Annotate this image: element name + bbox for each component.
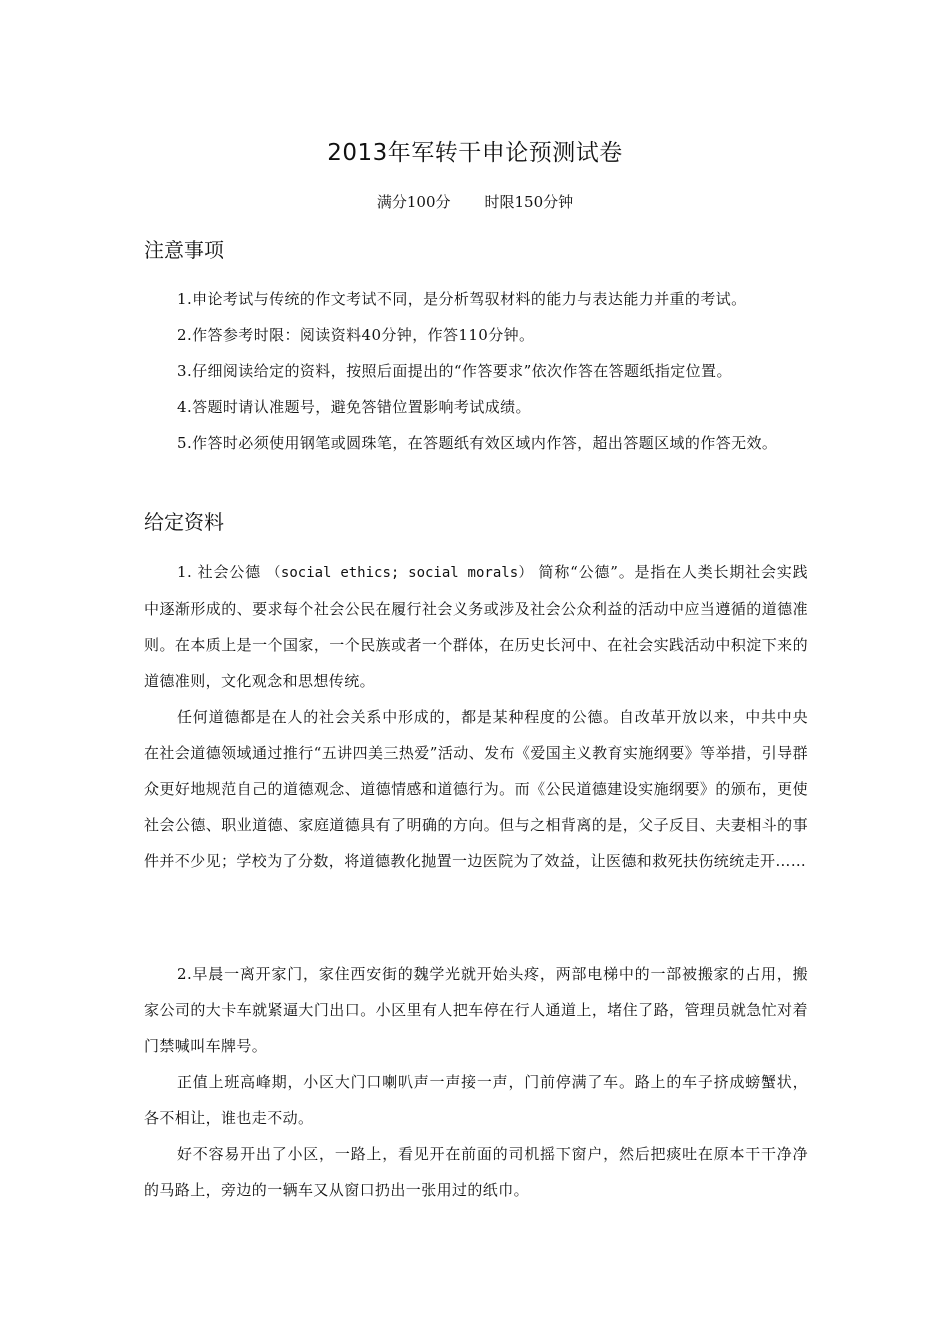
material-1-paragraph-1	[144, 554, 808, 699]
note-item: 2.作答参考时限：阅读资料40分钟，作答110分钟。	[177, 326, 535, 344]
material-1-lead: 1. 社会公德	[177, 563, 267, 581]
material-2	[144, 956, 808, 1208]
note-item: 3.仔细阅读给定的资料，按照后面提出的“作答要求”依次作答在答题纸指定位置。	[177, 362, 732, 380]
materials-heading: 给定资料	[144, 510, 224, 534]
material-1-paragraph-2: 任何道德都是在人的社会关系中形成的，都是某种程度的公德。自改革开放以来，中共中央在社会道德领域通过推行“五讲四美三热爱”活动、发布《爱国主义教育实施纲要》等举措，引导群众更好地规范自己的道德观念、道德情感和道德行为。而《公民道德建设实施纲要》的颁布，更使社会公德、职业道德、家庭道德具有了明确的方向。但与之相背离的是，父子反目、夫妻相斗的事件并不少见；学校为了分数，将道德教化抛置一边医院为了效益，让医德和救死扶伤统统走开……	[144, 708, 808, 870]
note-item: 4.答题时请认准题号，避免答错位置影响考试成绩。	[177, 398, 531, 416]
notes-heading: 注意事项	[144, 238, 224, 262]
document-title: 2013年军转干申论预测试卷	[327, 140, 623, 166]
material-2-paragraph-1: 2.早晨一离开家门，家住西安街的魏学光就开始头疼，两部电梯中的一部被搬家的占用，搬家公司的大卡车就紧逼大门出口。小区里有人把车停在行人通道上，堵住了路，管理员就急忙对着门禁喊叫车牌号。	[144, 965, 808, 1055]
material-1-english-term: （social ethics; social morals）	[266, 565, 533, 581]
notes-list	[144, 281, 808, 461]
material-1	[144, 554, 808, 879]
material-2-paragraph-2: 正值上班高峰期，小区大门口喇叭声一声接一声，门前停满了车。路上的车子挤成螃蟹状，各不相让，谁也走不动。	[144, 1073, 808, 1127]
exam-info	[0, 191, 950, 213]
material-1-rest: 简称“公德”。是指在人类长期社会实践中逐渐形成的、要求每个社会公民在履行社会义务或涉及社会公众利益的活动中应当遵循的道德准则。在本质上是一个国家，一个民族或者一个群体，在历史长河中、在社会实践活动中积淀下来的道德准则，文化观念和思想传统。	[144, 563, 808, 690]
note-item: 5.作答时必须使用钢笔或圆珠笔，在答题纸有效区域内作答，超出答题区域的作答无效。	[177, 434, 778, 452]
material-2-paragraph-3: 好不容易开出了小区，一路上，看见开在前面的司机摇下窗户，然后把痰吐在原本干干净净的马路上，旁边的一辆车又从窗口扔出一张用过的纸巾。	[144, 1145, 808, 1199]
note-item: 1.申论考试与传统的作文考试不同，是分析驾驭材料的能力与表达能力并重的考试。	[177, 290, 747, 308]
score-info: 满分100分	[376, 193, 451, 211]
time-info: 时限150分钟	[484, 193, 574, 211]
